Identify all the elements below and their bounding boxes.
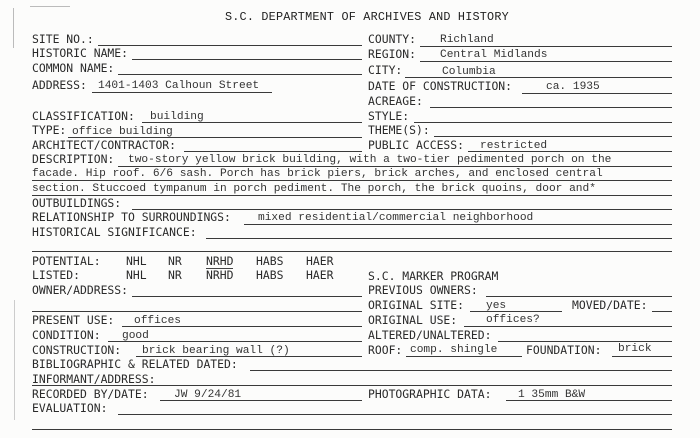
present-use-value: offices xyxy=(134,315,181,327)
informant-label: INFORMANT/ADDRESS: xyxy=(32,372,156,386)
classification-value: building xyxy=(150,111,204,123)
type-label: TYPE: xyxy=(32,123,67,137)
moved-date-rule xyxy=(652,311,672,312)
owner-address-label: OWNER/ADDRESS: xyxy=(32,283,129,297)
relationship-rule xyxy=(244,224,672,225)
historic-name-label: HISTORIC NAME: xyxy=(32,46,129,60)
address-label: ADDRESS: xyxy=(32,78,87,92)
listed-label: LISTED: xyxy=(32,268,81,282)
potential-nr: NR xyxy=(168,254,182,268)
evaluation-label: EVALUATION: xyxy=(32,401,108,415)
condition-rule xyxy=(108,341,362,342)
city-value: Columbia xyxy=(442,66,496,78)
marker-program-label: S.C. MARKER PROGRAM xyxy=(368,269,499,283)
public-access-value: restricted xyxy=(480,140,548,152)
informant-rule xyxy=(32,385,672,386)
region-label: REGION: xyxy=(368,47,417,61)
photographic-rule xyxy=(506,400,672,401)
altered-label: ALTERED/UNALTERED: xyxy=(368,328,492,342)
recorded-value: JW 9/24/81 xyxy=(174,389,242,401)
county-value: Richland xyxy=(440,34,494,46)
potential-habs: HABS xyxy=(256,254,284,268)
county-rule xyxy=(420,46,672,47)
previous-owners-rule xyxy=(486,296,672,297)
listed-nhl: NHL xyxy=(126,268,147,282)
bibliographic-label: BIBLIOGRAPHIC & RELATED DATED: xyxy=(32,357,238,371)
evaluation-rule-2 xyxy=(32,429,672,430)
listed-nrhd: NRHD xyxy=(206,268,234,282)
description-rule-1 xyxy=(118,166,672,167)
condition-label: CONDITION: xyxy=(32,328,101,342)
common-name-label: COMMON NAME: xyxy=(32,61,115,75)
classification-rule xyxy=(142,122,362,123)
date-construction-rule xyxy=(522,93,672,94)
description-line-1: two-story yellow brick building, with a two-tier pedimented porch on the xyxy=(128,154,612,166)
potential-label: POTENTIAL: xyxy=(32,254,101,268)
owner-address-rule xyxy=(132,296,362,297)
potential-haer: HAER xyxy=(306,254,334,268)
recorded-label: RECORDED BY/DATE: xyxy=(32,387,149,401)
description-line-2: facade. Hip roof. 6/6 sash. Porch has brick piers, brick arches, and enclosed central xyxy=(32,168,603,180)
roof-rule xyxy=(406,356,522,357)
outbuildings-label: OUTBUILDINGS: xyxy=(32,196,122,210)
public-access-rule xyxy=(468,151,672,152)
original-site-label: ORIGINAL SITE: xyxy=(368,298,465,312)
listed-habs: HABS xyxy=(256,268,284,282)
original-site-rule xyxy=(470,311,562,312)
date-construction-label: DATE OF CONSTRUCTION: xyxy=(368,79,513,93)
section-divider xyxy=(32,251,672,252)
original-use-value: offices? xyxy=(486,314,540,326)
scan-edge-mark xyxy=(14,300,15,420)
previous-owners-label: PREVIOUS OWNERS: xyxy=(368,283,478,297)
city-label: CITY: xyxy=(368,63,403,77)
theme-label: THEME(S): xyxy=(368,123,430,137)
description-line-3: section. Stuccoed tympanum in porch pediment. The porch, the brick quoins, door and* xyxy=(32,183,596,195)
original-site-value: yes xyxy=(486,300,507,312)
theme-rule xyxy=(434,136,672,137)
description-label: DESCRIPTION: xyxy=(32,152,115,166)
photographic-value: 1 35mm B&W xyxy=(518,389,586,401)
condition-value: good xyxy=(122,330,149,342)
site-no-rule xyxy=(98,45,362,46)
county-label: COUNTY: xyxy=(368,32,417,46)
roof-label: ROOF: xyxy=(368,343,403,357)
significance-label: HISTORICAL SIGNIFICANCE: xyxy=(32,225,197,239)
significance-rule xyxy=(206,238,672,239)
type-value: office building xyxy=(72,126,173,138)
owner-extra-rule xyxy=(32,311,362,312)
address-rule xyxy=(92,92,272,93)
foundation-label: FOUNDATION: xyxy=(526,343,602,357)
construction-value: brick bearing wall (?) xyxy=(142,345,290,357)
style-label: STYLE: xyxy=(368,109,410,123)
city-rule xyxy=(405,77,672,78)
public-access-label: PUBLIC ACCESS: xyxy=(368,138,465,152)
relationship-label: RELATIONSHIP TO SURROUNDINGS: xyxy=(32,210,231,224)
description-rule-3 xyxy=(32,195,672,196)
potential-nhl: NHL xyxy=(126,254,147,268)
construction-label: CONSTRUCTION: xyxy=(32,343,122,357)
scan-edge-mark xyxy=(13,8,14,48)
moved-date-label: MOVED/DATE: xyxy=(572,298,648,312)
photographic-label: PHOTOGRAPHIC DATA: xyxy=(368,387,492,401)
original-use-rule xyxy=(464,326,672,327)
classification-label: CLASSIFICATION: xyxy=(32,109,135,123)
potential-nrhd: NRHD xyxy=(206,254,234,268)
roof-value: comp. shingle xyxy=(410,344,498,356)
bibliographic-rule xyxy=(250,370,672,371)
listed-haer: HAER xyxy=(306,268,334,282)
region-rule xyxy=(420,61,672,62)
historic-name-rule xyxy=(132,59,362,60)
style-rule xyxy=(414,122,672,123)
address-value: 1401-1403 Calhoun Street xyxy=(98,80,260,92)
present-use-label: PRESENT USE: xyxy=(32,313,115,327)
date-construction-value: ca. 1935 xyxy=(546,81,600,93)
evaluation-rule-1 xyxy=(118,414,672,415)
present-use-rule xyxy=(122,326,362,327)
altered-rule xyxy=(498,341,672,342)
foundation-rule xyxy=(612,356,672,357)
relationship-value: mixed residential/commercial neighborhood xyxy=(258,212,534,224)
architect-label: ARCHITECT/CONTRACTOR: xyxy=(32,138,177,152)
site-no-label: SITE NO.: xyxy=(32,32,94,46)
common-name-rule xyxy=(118,74,362,75)
architect-rule xyxy=(184,151,362,152)
foundation-value: brick xyxy=(618,343,652,355)
scan-top-mark xyxy=(30,6,70,7)
form-header: S.C. DEPARTMENT OF ARCHIVES AND HISTORY xyxy=(225,10,509,24)
original-use-label: ORIGINAL USE: xyxy=(368,313,458,327)
recorded-rule xyxy=(160,400,362,401)
acreage-rule xyxy=(430,107,672,108)
listed-nr: NR xyxy=(168,268,182,282)
region-value: Central Midlands xyxy=(440,49,548,61)
acreage-label: ACREAGE: xyxy=(368,94,423,108)
description-rule-2 xyxy=(32,180,672,181)
